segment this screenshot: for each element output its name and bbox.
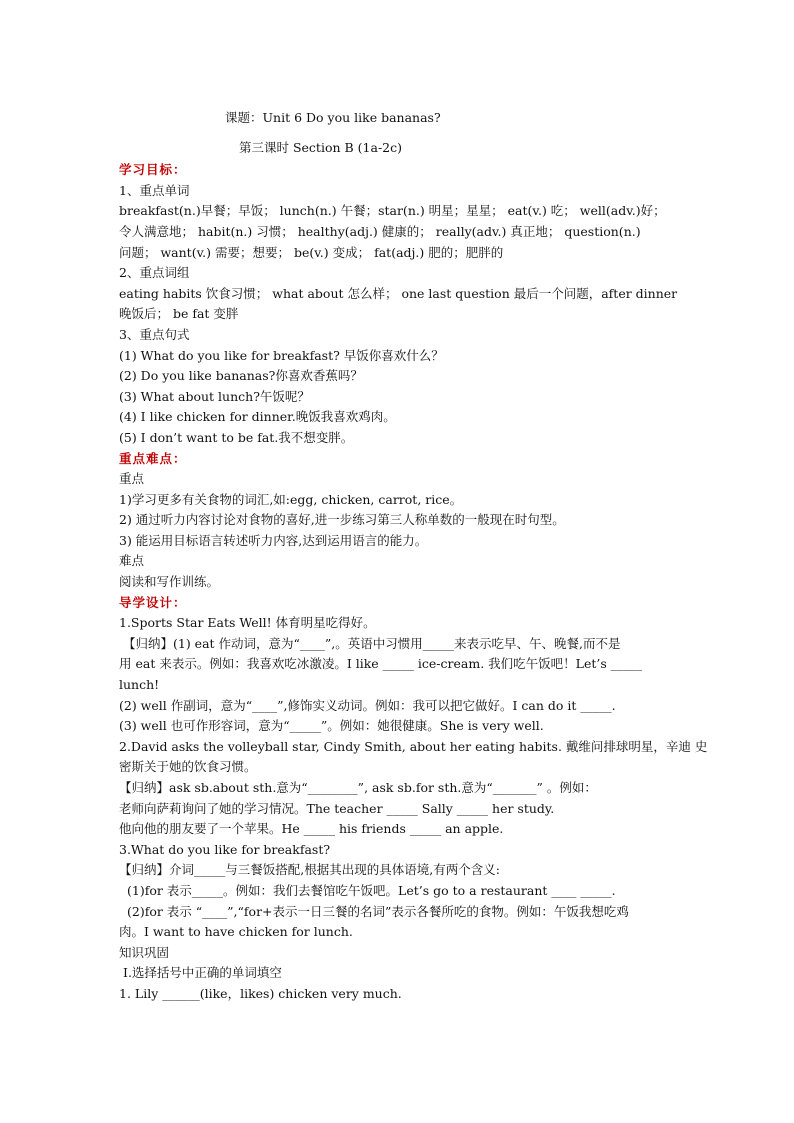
guide-line: lunch!: [119, 677, 160, 693]
sentence-heading: 3、重点句式: [119, 326, 190, 342]
guide-line: 1.Sports Star Eats Well! 体育明星吃得好。: [119, 615, 376, 631]
vocab-heading: 1、重点单词: [119, 182, 190, 198]
difficulty-label: 难点: [119, 553, 145, 569]
section-objectives-heading: 学习目标：: [119, 162, 187, 178]
guide-line: (2) well 作副词，意为“____”,修饰实义动词。例如：我可以把它做好。I can do it _____.: [119, 697, 616, 713]
guide-line: 肉。I want to have chicken for lunch.: [119, 924, 353, 940]
document-subtitle: 第三课时 Section B (1a-2c): [239, 139, 403, 155]
guide-line: (1)for 表示_____。例如：我们去餐馆吃午饭吧。Let’s go to a restaurant ____ _____.: [127, 882, 616, 898]
vocab-line: breakfast(n.)早餐；早饭； lunch(n.) 午餐；star(n.) 明星；星星； eat(v.) 吃； well(adv.)好；: [119, 203, 666, 219]
guide-line: 【归纳】ask sb.about sth.意为“________”, ask sb.for sth.意为“_______” 。例如：: [119, 780, 597, 795]
sentence-item: (3) What about lunch?午饭呢？: [119, 388, 310, 404]
phrase-heading: 2、重点词组: [119, 265, 190, 281]
exercise-heading: Ⅰ.选择括号中正确的单词填空: [123, 965, 282, 981]
guide-line: 【归纳】介词_____与三餐饭搭配,根据其出现的具体语境,有两个含义:: [119, 862, 500, 878]
focus-item: 3) 能运用目标语言转述听力内容,达到运用语言的能力。: [119, 532, 428, 548]
guide-line: 2.David asks the volleyball star, Cindy Smith, about her eating habits. 戴维问排球明星，辛迪 史: [119, 738, 708, 754]
sentence-item: (4) I like chicken for dinner.晚饭我喜欢鸡肉。: [119, 409, 396, 425]
vocab-line: 问题； want(v.) 需要；想要； be(v.) 变成； fat(adj.) 肥的；肥胖的: [119, 244, 504, 260]
guide-line: 老师向萨莉询问了她的学习情况。The teacher _____ Sally _____ her study.: [119, 800, 555, 816]
document-title: 课题：Unit 6 Do you like bananas?: [225, 110, 441, 125]
difficulty-text: 阅读和写作训练。: [119, 574, 220, 590]
guide-line: 他向他的朋友要了一个苹果。He _____ his friends _____ an apple.: [119, 821, 504, 837]
consolidation-label: 知识巩固: [119, 944, 170, 960]
section-guide-heading: 导学设计：: [119, 594, 187, 610]
guide-line: 3.What do you like for breakfast?: [119, 841, 331, 857]
guide-line: 【归纳】(1) eat 作动词，意为“____”,。英语中习惯用_____来表示吃早、午、晚餐,而不是: [123, 635, 621, 651]
document-body: [119, 108, 708, 1005]
guide-line: (3) well 也可作形容词，意为“_____”。例如：她很健康。She is very well.: [119, 718, 544, 734]
phrase-line: eating habits 饮食习惯； what about 怎么样； one last question 最后一个问题，after dinner: [119, 285, 678, 301]
sentence-item: (2) Do you like bananas?你喜欢香蕉吗？: [119, 368, 363, 384]
focus-item: 1)学习更多有关食物的词汇,如:egg, chicken, carrot, rice。: [119, 491, 463, 507]
section-difficulties-heading: 重点难点：: [119, 450, 187, 466]
vocab-line: 令人满意地； habit(n.) 习惯； healthy(adj.) 健康的； really(adv.) 真正地； question(n.): [119, 223, 641, 239]
exercise-line: 1. Lily ______(like，likes) chicken very much.: [119, 985, 402, 1001]
phrase-line: 晚饭后； be fat 变胖: [119, 306, 239, 322]
guide-line: 密斯关于她的饮食习惯。: [119, 759, 257, 775]
sentence-item: (5) I don’t want to be fat.我不想变胖。: [119, 429, 354, 445]
sentence-item: (1) What do you like for breakfast? 早饭你喜欢什么？: [119, 347, 444, 363]
focus-label: 重点: [119, 471, 145, 487]
guide-line: 用 eat 来表示。例如：我喜欢吃冰激凌。I like _____ ice-cream. 我们吃午饭吧！Let’s _____: [119, 656, 642, 672]
focus-item: 2) 通过听力内容讨论对食物的喜好,进一步练习第三人称单数的一般现在时句型。: [119, 512, 565, 528]
guide-line: (2)for 表示 “____”,“for+表示一日三餐的名词”表示各餐所吃的食物。例如：午饭我想吃鸡: [127, 903, 629, 919]
